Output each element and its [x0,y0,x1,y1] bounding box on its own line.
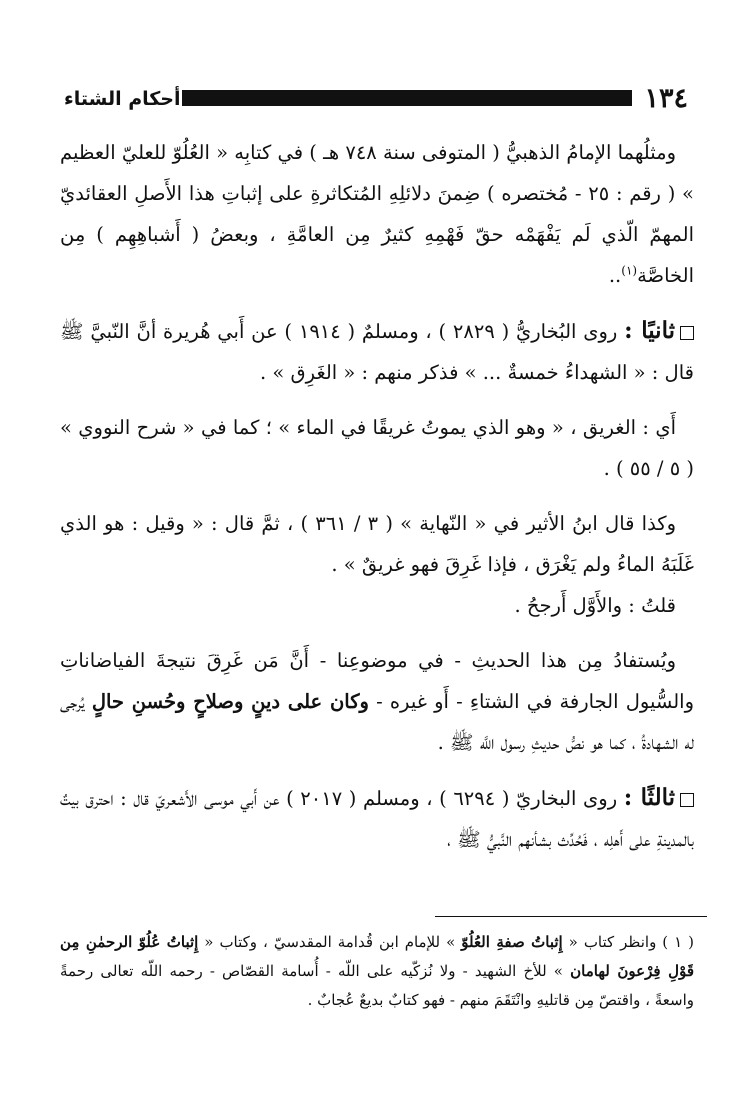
square-bullet-icon [680,793,694,807]
header-rule [182,90,632,104]
footnote-text: ( ١ ) وانظر كتاب « [568,933,694,951]
page-header [64,82,688,116]
running-title: أحكام الشتاء [64,88,181,110]
footnote [60,928,694,1015]
paragraph-text: روى البخاريّ ( ٦٢٩٤ ) ، ومسلم ( ٢٠١٧ ) عن أَبي موسى الأَشعريّ قال : احترق بيتٌ بالمدينةِ على أَهلِه ، فَحُدِّث بشأنهم النَّبيُّ ﷺ ، [60,787,694,851]
paragraph-end: .. [608,264,622,287]
paragraph-ibn-athir: وكذا قال ابنُ الأثير في « النّهاية » ( ٣ / ٣٦١ ) ، ثمَّ قال : « وقيل : هو الذي غَلَبَهُ الماءُ ولم يَغْرَق ، فإذا غَرِقَ فهو غريقٌ » . [60,512,694,576]
footnote-text-end: » للأخ الشهيد - ولا نُزكّيه على اللّه - أُسامة القصّاص - رحمه اللّه تعالى رحمةً واسعةً ، واقتصّ مِن قاتليهِ وانْتَقَمَ منهم - فهو كتابٌ بديعٌ عُجابٌ . [60,962,694,1009]
emphasis-text: وكان على دينٍ وصلاحٍ وحُسنِ حالٍ [91,690,369,713]
paragraph-dhahabi [60,132,694,296]
main-text [60,132,694,874]
paragraph-text: ويُستفادُ مِن هذا الحديثِ - في موضوعِنا - أَنَّ مَن غَرِقَ نتيجةَ الفياضاناتِ والسُّيول الجارفة في الشتاءِ - أَو غيره - [60,649,695,713]
paragraph-second [60,310,694,393]
page-number: ١٣٤ [644,83,688,114]
footnote-book-title-2: إِثباتُ عُلُوّ الرحمٰنِ مِن قَوْلِ فِرْعونَ لهامان [60,933,694,980]
section-label-third: ثالثًا : [623,784,675,811]
header-rule-thin [182,104,632,106]
paragraph-text-end: يُرجى له الشهادةُ ، كما هو نصُّ حديثِ رسول اللَّه ﷺ . [60,690,694,754]
paragraph-benefit [60,640,694,763]
footnote-separator [435,916,707,917]
paragraph-third [60,777,694,860]
paragraph-text: روى البُخاريُّ ( ٢٨٢٩ ) ، ومسلمٌ ( ١٩١٤ ) عن أَبي هُريرة أنَّ النّبيَّ ﷺ قال : « الشهداءُ خمسةٌ ... » فذكر منهم : « الغَرِق » . [60,320,694,384]
paragraph-text: ومثلُهما الإمامُ الذهبيُّ ( المتوفى سنة ٧٤٨ هـ ) في كتابِه « العُلُوّ للعليّ العظيم » ( رقم : ٢٥ - مُختصره ) ضِمنَ دلائلِهِ المُتكاثرةِ على إثباتِ هذا الأَصلِ العقائديّ المهمّ الّذي لَم يَفْهَمْه حقّ فَهْمِهِ كثيرٌ مِن العامَّةِ ، وبعضُ ( أَشباهِهِم ) مِن الخاصَّة [60,141,694,287]
square-bullet-icon [680,326,694,340]
footnote-marker: (١) [621,263,638,278]
footnote-book-title-1: إِثباتُ صفةِ العُلُوّ [461,933,563,951]
paragraph-qultu: قلتُ : والأَوَّل أَرجحُ . [514,594,676,617]
paragraph-gharq: أَي : الغريق ، « وهو الذي يموتُ غريقًا في الماء » ؛ كما في « شرح النووي » ( ٥ / ٥٥ ) . [60,416,694,480]
footnote-text: » للإمام ابن قُدامة المقدسيّ ، وكتاب « [204,933,456,951]
section-label-second: ثانيًا : [624,317,675,344]
